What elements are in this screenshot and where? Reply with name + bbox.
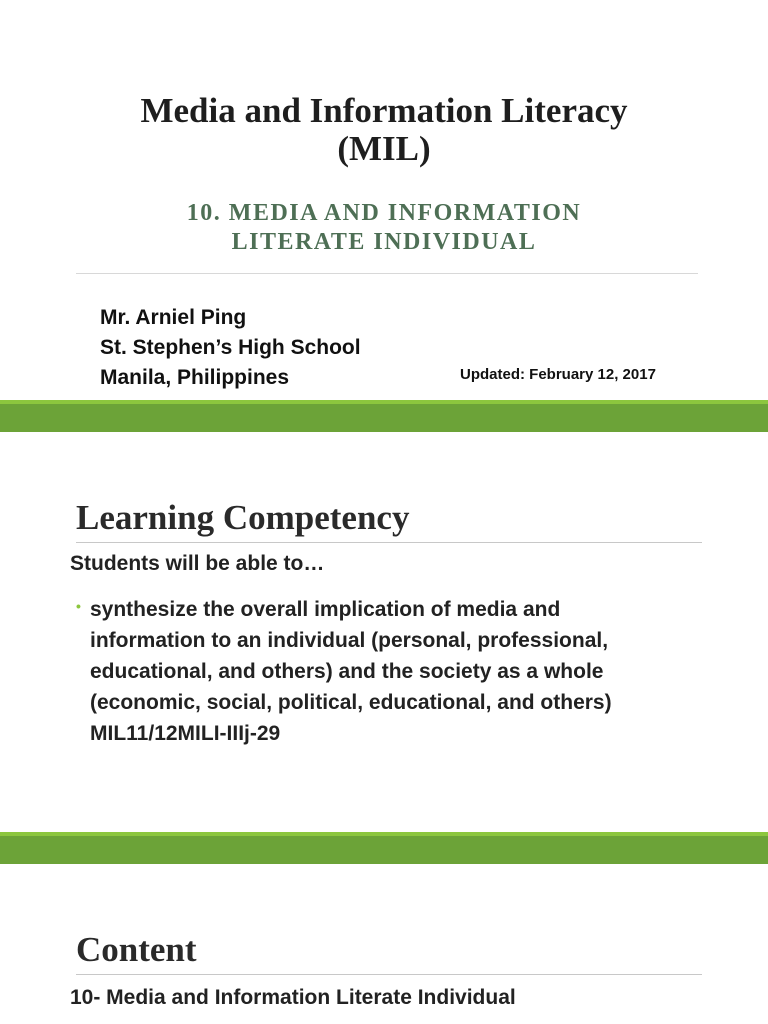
author-school: St. Stephen’s High School bbox=[100, 336, 361, 359]
author-location: Manila, Philippines bbox=[100, 366, 290, 389]
bullet-dot-icon: • bbox=[76, 598, 81, 614]
slide-title bbox=[0, 92, 768, 168]
bullet-text: synthesize the overall implication of media and information to an individual (personal, professional, educational, and others) and the society as a whole (economic, social, political, educational, and others) MIL11/12MILI-IIIj-29 bbox=[90, 598, 612, 745]
author-block bbox=[100, 303, 361, 393]
subtitle-line-1: 10. MEDIA AND INFORMATION bbox=[186, 200, 582, 226]
slide-separator-band bbox=[0, 400, 768, 432]
heading-divider bbox=[76, 974, 702, 975]
title-divider bbox=[76, 273, 698, 274]
bullet-item bbox=[76, 594, 676, 749]
lead-text: Students will be able to… bbox=[70, 552, 325, 575]
content-slide bbox=[0, 864, 768, 1024]
title-line-1: Media and Information Literacy bbox=[140, 91, 628, 130]
slide-separator-band bbox=[0, 832, 768, 864]
slide-subtitle bbox=[0, 199, 768, 257]
heading-divider bbox=[76, 542, 702, 543]
updated-date: Updated: February 12, 2017 bbox=[460, 366, 656, 383]
title-line-2: (MIL) bbox=[337, 129, 431, 168]
learning-competency-heading: Learning Competency bbox=[76, 498, 410, 537]
author-name: Mr. Arniel Ping bbox=[100, 306, 247, 329]
subtitle-line-2: LITERATE INDIVIDUAL bbox=[231, 229, 537, 255]
content-line: 10- Media and Information Literate Individual bbox=[70, 986, 516, 1009]
learning-competency-slide bbox=[0, 432, 768, 832]
title-slide bbox=[0, 0, 768, 400]
content-heading: Content bbox=[76, 930, 197, 969]
